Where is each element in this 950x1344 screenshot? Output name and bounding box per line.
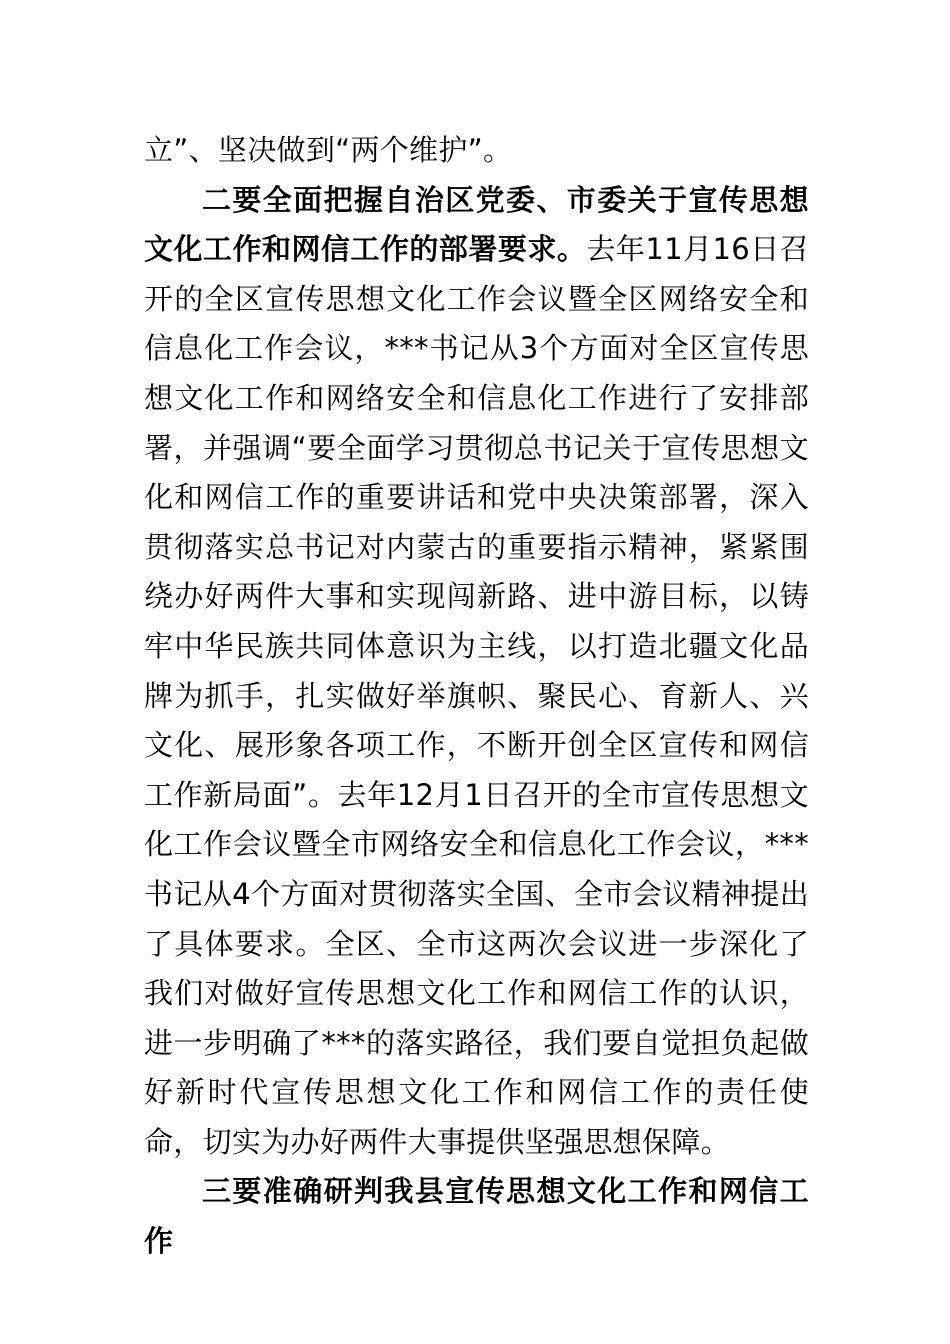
- paragraph-body-text: 去年11月16日召开的全区宣传思想文化工作会议暨全区网络安全和信息化工作会议，***书记从3个方面对全区宣传思想文化工作和网络安全和信息化工作进行了安排部署，并强调“要全面学习贯彻总书记关于宣传思想文化和网信工作的重要讲话和党中央决策部署，深入贯彻落实总书记对内蒙古的重要指示精神，紧紧围绕办好两件大事和实现闯新路、进中游目标，以铸牢中华民族共同体意识为主线，以打造北疆文化品牌为抓手，扎实做好举旗帜、聚民心、育新人、兴文化、展形象各项工作，不断开创全区宣传和网信工作新局面”。去年12月1日召开的全市宣传思想文化工作会议暨全市网络安全和信息化工作会议，***书记从4个方面对贯彻落实全国、全市会议精神提出了具体要求。全区、全市这两次会议进一步深化了我们对做好宣传思想文化工作和网信工作的认识，进一步明确了***的落实路径，我们要自觉担负起做好新时代宣传思想文化工作和网信工作的责任使命，切实为办好两件大事提供坚强思想保障。: [144, 232, 809, 1159]
- paragraph-deployment-requirements: [144, 176, 809, 1168]
- paragraph-county-assessment: [144, 1167, 809, 1266]
- document-body: [144, 126, 809, 1267]
- paragraph-lead-heading: 二要全面把握自治区党委、市委关于宣传思想文化工作和网信工作的部署要求。: [144, 182, 809, 267]
- paragraph-continuation: 立”、坚决做到“两个维护”。: [144, 133, 513, 167]
- paragraph-lead-heading: 三要准确研判我县宣传思想文化工作和网信工作: [144, 1174, 809, 1259]
